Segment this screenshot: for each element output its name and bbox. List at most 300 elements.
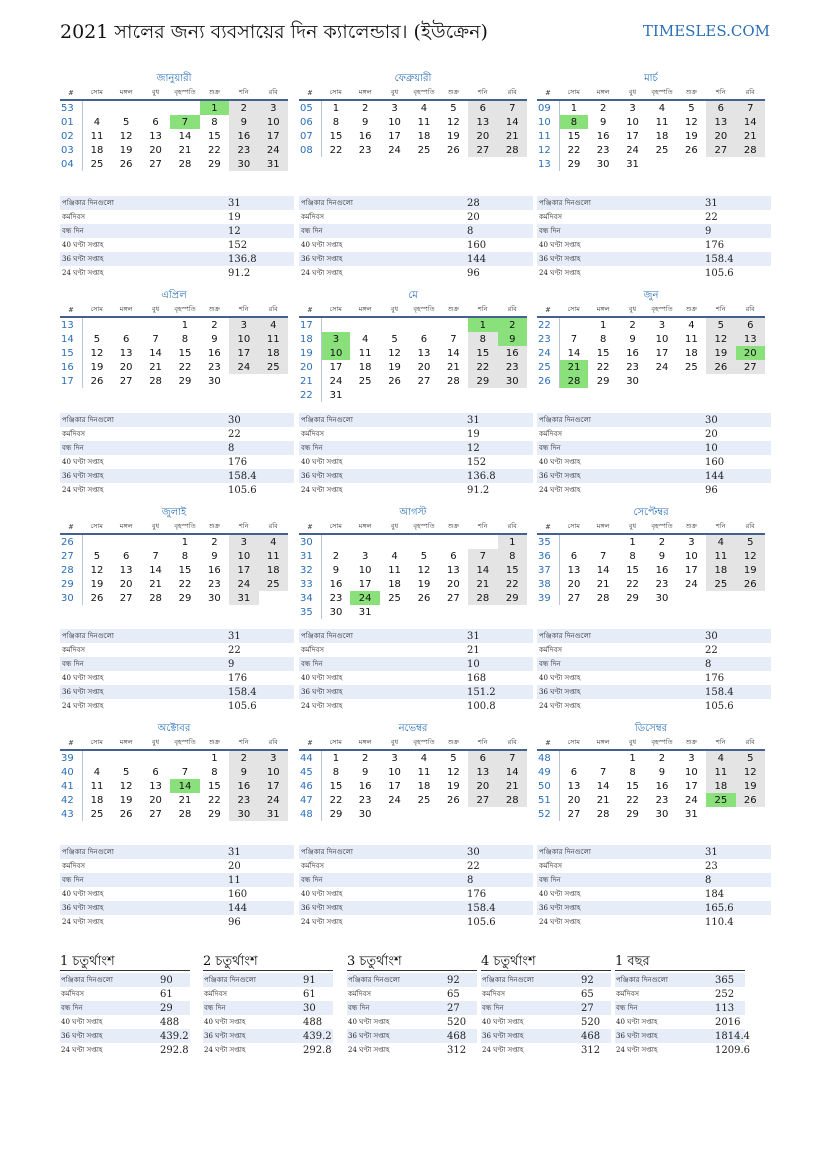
- stat-value: 151.2: [465, 685, 533, 699]
- day-cell: 3: [688, 536, 695, 548]
- month-calendar: [537, 506, 765, 605]
- stat-row: [537, 671, 771, 685]
- empty-cell: [321, 317, 350, 332]
- stat-value: 105.6: [467, 916, 496, 928]
- week-number: 01: [60, 115, 82, 129]
- stat-value: 31: [226, 845, 294, 859]
- stat-label: পঞ্জিকার দিনগুলো: [203, 973, 302, 987]
- day-cell: 30: [329, 606, 343, 618]
- weekend-day: 20: [468, 129, 497, 143]
- weekend-day: 26: [706, 360, 735, 374]
- weekend-day: 18: [706, 563, 735, 577]
- day-cell: 1: [599, 319, 607, 331]
- weekday-header: বুধ: [380, 86, 409, 100]
- stat-label: 24 ঘণ্টা সপ্তাহ: [301, 918, 343, 926]
- weekend-day: 10: [229, 332, 258, 346]
- empty-cell: [380, 388, 409, 402]
- stat-value: 292.8: [160, 1044, 189, 1056]
- day-cell: 10: [685, 766, 698, 778]
- stat-label: পঞ্জিকার দিনগুলো: [60, 845, 226, 859]
- empty-cell: [677, 157, 706, 171]
- stat-row: [615, 987, 745, 1001]
- stat-row: [60, 455, 294, 469]
- day-cell: 29: [329, 808, 343, 820]
- month-grid: [60, 736, 288, 821]
- week-row: [299, 388, 527, 402]
- stat-value: 252: [715, 988, 735, 1000]
- weekday-header: রবি: [736, 86, 765, 100]
- stat-value: 168: [467, 672, 487, 684]
- day-cell: 9: [658, 550, 666, 562]
- weekday-header: শুক্র: [200, 303, 229, 317]
- day-cell: 24: [626, 144, 639, 156]
- week-number: 31: [299, 549, 321, 563]
- stat-label: কর্মদিবস: [539, 430, 562, 438]
- empty-cell: [170, 750, 199, 765]
- day-cell: 2: [658, 752, 666, 764]
- weekend-day: 28: [468, 591, 497, 605]
- stat-row: [203, 1015, 333, 1029]
- day-cell: 10: [655, 333, 669, 345]
- month-calendar: [537, 72, 765, 171]
- stat-label: 40 ঘণ্টা সপ্তাহ: [62, 890, 104, 898]
- stat-value: 105.6: [228, 484, 257, 496]
- week-number: 17: [60, 374, 82, 388]
- week-row: [299, 317, 527, 332]
- day-cell: 27: [567, 808, 581, 820]
- stat-value: 160: [228, 888, 248, 900]
- day-cell: 7: [599, 550, 607, 562]
- stat-label: পঞ্জিকার দিনগুলো: [347, 973, 446, 987]
- stat-row: [299, 629, 533, 643]
- day-cell: 23: [208, 578, 221, 590]
- week-number-header: #: [299, 520, 321, 534]
- day-cell: 15: [567, 130, 581, 142]
- weekend-day: 9: [229, 115, 258, 129]
- weekend-day: 27: [736, 360, 765, 374]
- day-cell: 15: [208, 780, 221, 792]
- stat-label: 40 ঘণ্টা সপ্তাহ: [348, 1018, 390, 1026]
- week-row: [537, 793, 765, 807]
- week-row: [60, 549, 288, 563]
- weekend-day: 2: [229, 100, 258, 115]
- weekend-day: 6: [706, 100, 735, 115]
- week-row: [537, 143, 765, 157]
- weekend-day: 1: [498, 534, 527, 549]
- stat-value: 312: [581, 1044, 601, 1056]
- weekend-day: 15: [468, 346, 497, 360]
- day-cell: 8: [181, 550, 189, 562]
- week-row: [60, 577, 288, 591]
- day-cell: 26: [119, 158, 133, 170]
- stat-value: 22: [228, 428, 241, 440]
- weekday-header: বুধ: [618, 736, 647, 750]
- weekday-header: বৃহস্পতি: [170, 86, 199, 100]
- weekend-day: 11: [706, 549, 735, 563]
- day-cell: 13: [567, 780, 581, 792]
- day-cell: 28: [178, 808, 192, 820]
- day-cell: 3: [391, 102, 398, 114]
- day-cell: 21: [149, 361, 162, 373]
- weekday-header: সোম: [321, 86, 350, 100]
- week-number: 21: [299, 374, 321, 388]
- stat-value: 23: [705, 860, 718, 872]
- empty-cell: [82, 534, 111, 549]
- stat-value: 113: [714, 1001, 745, 1015]
- stat-label: পঞ্জিকার দিনগুলো: [615, 973, 714, 987]
- stat-label: 36 ঘণ্টা সপ্তাহ: [347, 1029, 446, 1043]
- empty-cell: [111, 100, 140, 115]
- month-stats: [537, 196, 771, 280]
- empty-cell: [409, 534, 438, 549]
- day-cell: 27: [567, 592, 581, 604]
- day-cell: 29: [208, 158, 221, 170]
- stat-value: 31: [465, 629, 533, 643]
- day-cell: 24: [329, 375, 343, 387]
- stat-row: [537, 657, 771, 671]
- stat-row: [537, 413, 771, 427]
- stat-row: [537, 887, 771, 901]
- stat-label: পঞ্জিকার দিনগুলো: [60, 413, 226, 427]
- month-stats: [299, 845, 533, 929]
- stat-value: 91: [302, 973, 333, 987]
- weekend-day: 25: [259, 577, 288, 591]
- month-grid: [537, 736, 765, 821]
- stat-label: 36 ঘণ্টা সপ্তাহ: [60, 252, 226, 266]
- day-cell: 23: [358, 794, 372, 806]
- day-cell: 20: [567, 794, 581, 806]
- weekday-header: মঙ্গল: [111, 520, 140, 534]
- holiday-day: 25: [706, 793, 735, 807]
- weekend-day: 26: [736, 577, 765, 591]
- weekend-day: 3: [229, 317, 258, 332]
- month-calendar: [299, 722, 527, 821]
- weekend-day: 11: [706, 765, 735, 779]
- weekend-day: 14: [736, 115, 765, 129]
- stat-label: 40 ঘণ্টা সপ্তাহ: [301, 674, 343, 682]
- day-cell: 25: [90, 808, 104, 820]
- day-cell: 6: [450, 550, 457, 562]
- stat-label: 36 ঘণ্টা সপ্তাহ: [537, 685, 703, 699]
- weekday-header: বুধ: [618, 86, 647, 100]
- stat-value: 160: [467, 239, 487, 251]
- day-cell: 20: [417, 361, 431, 373]
- stat-row: [299, 483, 533, 497]
- stat-label: পঞ্জিকার দিনগুলো: [481, 973, 580, 987]
- stat-value: 105.6: [705, 267, 734, 279]
- weekday-header: শনি: [468, 520, 497, 534]
- week-row: [60, 807, 288, 821]
- stat-value: 22: [705, 211, 718, 223]
- day-cell: 30: [596, 158, 610, 170]
- day-cell: 20: [149, 144, 162, 156]
- stat-row: [299, 469, 533, 483]
- week-row: [299, 100, 527, 115]
- stat-value: 96: [228, 916, 241, 928]
- day-cell: 8: [599, 333, 607, 345]
- stat-row: [615, 1001, 745, 1015]
- stat-row: [481, 1001, 611, 1015]
- day-cell: 14: [567, 347, 581, 359]
- weekend-day: 23: [229, 143, 258, 157]
- weekend-day: 17: [259, 779, 288, 793]
- day-cell: 11: [417, 116, 431, 128]
- stat-row: [299, 224, 533, 238]
- day-cell: 9: [211, 333, 218, 345]
- month-grid: [537, 520, 765, 605]
- empty-cell: [141, 750, 170, 765]
- weekday-header-row: [299, 86, 527, 100]
- week-number-header: #: [60, 86, 82, 100]
- day-cell: 17: [388, 780, 401, 792]
- stat-label: কর্মদিবস: [348, 990, 371, 998]
- weekend-day: 19: [736, 779, 765, 793]
- stat-label: 24 ঘণ্টা সপ্তাহ: [539, 918, 581, 926]
- day-cell: 20: [567, 578, 581, 590]
- stat-value: 8: [703, 657, 771, 671]
- weekend-day: 17: [229, 346, 258, 360]
- day-cell: 3: [688, 752, 695, 764]
- week-number: 29: [60, 577, 82, 591]
- day-cell: 5: [420, 550, 428, 562]
- stat-row: [481, 987, 611, 1001]
- stat-row: [537, 210, 771, 224]
- stat-value: 158.4: [226, 685, 294, 699]
- empty-cell: [559, 317, 588, 332]
- empty-cell: [468, 807, 497, 821]
- week-number-header: #: [60, 736, 82, 750]
- weekday-header: বৃহস্পতি: [170, 736, 199, 750]
- day-cell: 5: [450, 102, 457, 114]
- stat-label: 40 ঘণ্টা সপ্তাহ: [301, 890, 343, 898]
- weekday-header: বৃহস্পতি: [170, 520, 199, 534]
- day-cell: 11: [90, 130, 104, 142]
- week-row: [299, 360, 527, 374]
- day-cell: 21: [596, 794, 610, 806]
- weekend-day: 25: [259, 360, 288, 374]
- day-cell: 30: [208, 592, 221, 604]
- weekday-header: সোম: [321, 303, 350, 317]
- weekend-day: 23: [229, 793, 258, 807]
- stat-label: পঞ্জিকার দিনগুলো: [60, 973, 159, 987]
- stat-label: পঞ্জিকার দিনগুলো: [299, 196, 465, 210]
- weekend-day: 13: [736, 332, 765, 346]
- stat-value: 31: [703, 845, 771, 859]
- stat-value: 158.4: [465, 901, 533, 915]
- day-cell: 1: [332, 102, 340, 114]
- day-cell: 22: [329, 144, 343, 156]
- stat-row: [60, 196, 294, 210]
- day-cell: 3: [658, 319, 666, 331]
- weekday-header: রবি: [498, 520, 527, 534]
- stat-row: [60, 266, 294, 280]
- stat-label: 40 ঘণ্টা সপ্তাহ: [61, 1018, 103, 1026]
- weekday-header: মঙ্গল: [588, 86, 617, 100]
- week-number: 50: [537, 779, 559, 793]
- empty-cell: [559, 534, 588, 549]
- weekday-header: রবি: [736, 520, 765, 534]
- weekday-header: মঙ্গল: [588, 520, 617, 534]
- stat-label: 40 ঘণ্টা সপ্তাহ: [539, 674, 581, 682]
- weekday-header: সোম: [559, 520, 588, 534]
- weekend-day: 16: [229, 779, 258, 793]
- weekday-header: শনি: [229, 303, 258, 317]
- weekday-header-row: [537, 520, 765, 534]
- stat-label: বন্ধ দিন: [60, 657, 226, 671]
- day-cell: 14: [596, 564, 610, 576]
- week-row: [537, 750, 765, 765]
- weekend-day: 5: [736, 534, 765, 549]
- stat-label: কর্মদিবস: [616, 990, 639, 998]
- day-cell: 6: [152, 116, 159, 128]
- weekday-header: রবি: [498, 86, 527, 100]
- day-cell: 2: [629, 319, 636, 331]
- weekend-day: 22: [498, 577, 527, 591]
- day-cell: 19: [119, 794, 133, 806]
- stat-value: 96: [467, 267, 480, 279]
- stat-label: 40 ঘণ্টা সপ্তাহ: [204, 1018, 246, 1026]
- weekday-header: শুক্র: [200, 736, 229, 750]
- day-cell: 3: [361, 550, 369, 562]
- stat-label: 40 ঘণ্টা সপ্তাহ: [301, 241, 343, 249]
- week-row: [60, 332, 288, 346]
- stat-label: 24 ঘণ্টা সপ্তাহ: [204, 1046, 246, 1054]
- weekday-header: শুক্র: [677, 736, 706, 750]
- stat-label: 40 ঘণ্টা সপ্তাহ: [62, 458, 104, 466]
- stat-row: [299, 699, 533, 713]
- day-cell: 7: [570, 333, 578, 345]
- day-cell: 2: [658, 536, 666, 548]
- day-cell: 22: [178, 578, 192, 590]
- day-cell: 20: [149, 794, 162, 806]
- stat-label: 36 ঘণ্টা সপ্তাহ: [299, 685, 465, 699]
- week-number: 48: [299, 807, 321, 821]
- stat-row: [299, 685, 533, 699]
- stat-row: [299, 238, 533, 252]
- month-name: ডিসেম্বর: [634, 723, 668, 734]
- week-row: [537, 157, 765, 171]
- month-grid: [60, 86, 288, 171]
- day-cell: 22: [626, 578, 639, 590]
- stat-row: [347, 1029, 477, 1043]
- week-row: [537, 129, 765, 143]
- stat-label: পঞ্জিকার দিনগুলো: [299, 413, 465, 427]
- week-row: [537, 317, 765, 332]
- day-cell: 30: [655, 592, 669, 604]
- week-row: [60, 360, 288, 374]
- stat-label: 40 ঘণ্টা সপ্তাহ: [62, 241, 104, 249]
- stat-label: কর্মদিবস: [204, 990, 227, 998]
- weekend-day: 16: [229, 129, 258, 143]
- day-cell: 26: [447, 144, 460, 156]
- day-cell: 16: [208, 564, 221, 576]
- stat-label: পঞ্জিকার দিনগুলো: [60, 629, 226, 643]
- day-cell: 1: [211, 752, 218, 764]
- stat-value: 27: [446, 1001, 477, 1015]
- empty-cell: [498, 388, 527, 402]
- day-cell: 15: [596, 347, 610, 359]
- weekend-day: 11: [259, 549, 288, 563]
- day-cell: 7: [181, 766, 189, 778]
- month-calendar: [60, 506, 288, 605]
- quarter-summary: [481, 952, 611, 1057]
- stat-row: [299, 413, 533, 427]
- weekday-header-row: [537, 303, 765, 317]
- stat-value: 488: [303, 1016, 323, 1028]
- day-cell: 9: [361, 116, 369, 128]
- month-calendar: [537, 289, 765, 388]
- stat-value: 136.8: [226, 252, 294, 266]
- stat-label: পঞ্জিকার দিনগুলো: [299, 845, 465, 859]
- stat-row: [60, 210, 294, 224]
- day-cell: 4: [93, 766, 101, 778]
- weekend-day: 14: [498, 115, 527, 129]
- day-cell: 30: [655, 808, 669, 820]
- weekend-day: 19: [706, 346, 735, 360]
- site-link[interactable]: TIMESLES.COM: [642, 22, 770, 40]
- stat-label: 36 ঘণ্টা সপ্তাহ: [203, 1029, 302, 1043]
- week-number: 51: [537, 793, 559, 807]
- day-cell: 28: [447, 375, 460, 387]
- weekend-day: 14: [468, 563, 497, 577]
- stat-value: 65: [447, 988, 460, 1000]
- stat-value: 136.8: [465, 469, 533, 483]
- stat-row: [615, 973, 745, 987]
- week-number: 17: [299, 317, 321, 332]
- day-cell: 7: [599, 766, 607, 778]
- stat-label: 36 ঘণ্টা সপ্তাহ: [481, 1029, 580, 1043]
- stat-label: বন্ধ দিন: [537, 224, 703, 238]
- day-cell: 24: [655, 361, 669, 373]
- week-number: 37: [537, 563, 559, 577]
- day-cell: 29: [208, 808, 221, 820]
- weekend-day: 20: [468, 779, 497, 793]
- stat-label: কর্মদিবস: [301, 646, 324, 654]
- page-title: 2021 সালের জন্য ব্যবসায়ের দিন ক্যালেন্ডার। (ইউক্রেন): [60, 21, 488, 43]
- stat-row: [299, 845, 533, 859]
- weekend-day: 10: [259, 765, 288, 779]
- stat-label: 40 ঘণ্টা সপ্তাহ: [539, 241, 581, 249]
- day-cell: 10: [626, 116, 639, 128]
- day-cell: 21: [596, 578, 610, 590]
- day-cell: 26: [388, 375, 401, 387]
- day-cell: 11: [388, 564, 401, 576]
- day-cell: 17: [626, 130, 639, 142]
- empty-cell: [706, 591, 735, 605]
- stat-row: [299, 643, 533, 657]
- stat-value: 468: [580, 1029, 611, 1043]
- weekend-day: 30: [229, 157, 258, 171]
- week-number: 19: [299, 346, 321, 360]
- stat-row: [537, 873, 771, 887]
- day-cell: 7: [450, 333, 457, 345]
- weekend-day: 31: [259, 807, 288, 821]
- weekday-header: শনি: [468, 736, 497, 750]
- empty-cell: [588, 750, 617, 765]
- weekend-day: 3: [259, 750, 288, 765]
- stat-row: [60, 887, 294, 901]
- week-row: [60, 534, 288, 549]
- stat-label: 24 ঘণ্টা সপ্তাহ: [301, 486, 343, 494]
- empty-cell: [706, 157, 735, 171]
- day-cell: 29: [626, 808, 639, 820]
- stat-label: 24 ঘণ্টা সপ্তাহ: [482, 1046, 524, 1054]
- weekend-day: 29: [498, 591, 527, 605]
- day-cell: 17: [685, 780, 698, 792]
- day-cell: 28: [596, 808, 610, 820]
- week-row: [537, 346, 765, 360]
- weekday-header: সোম: [82, 736, 111, 750]
